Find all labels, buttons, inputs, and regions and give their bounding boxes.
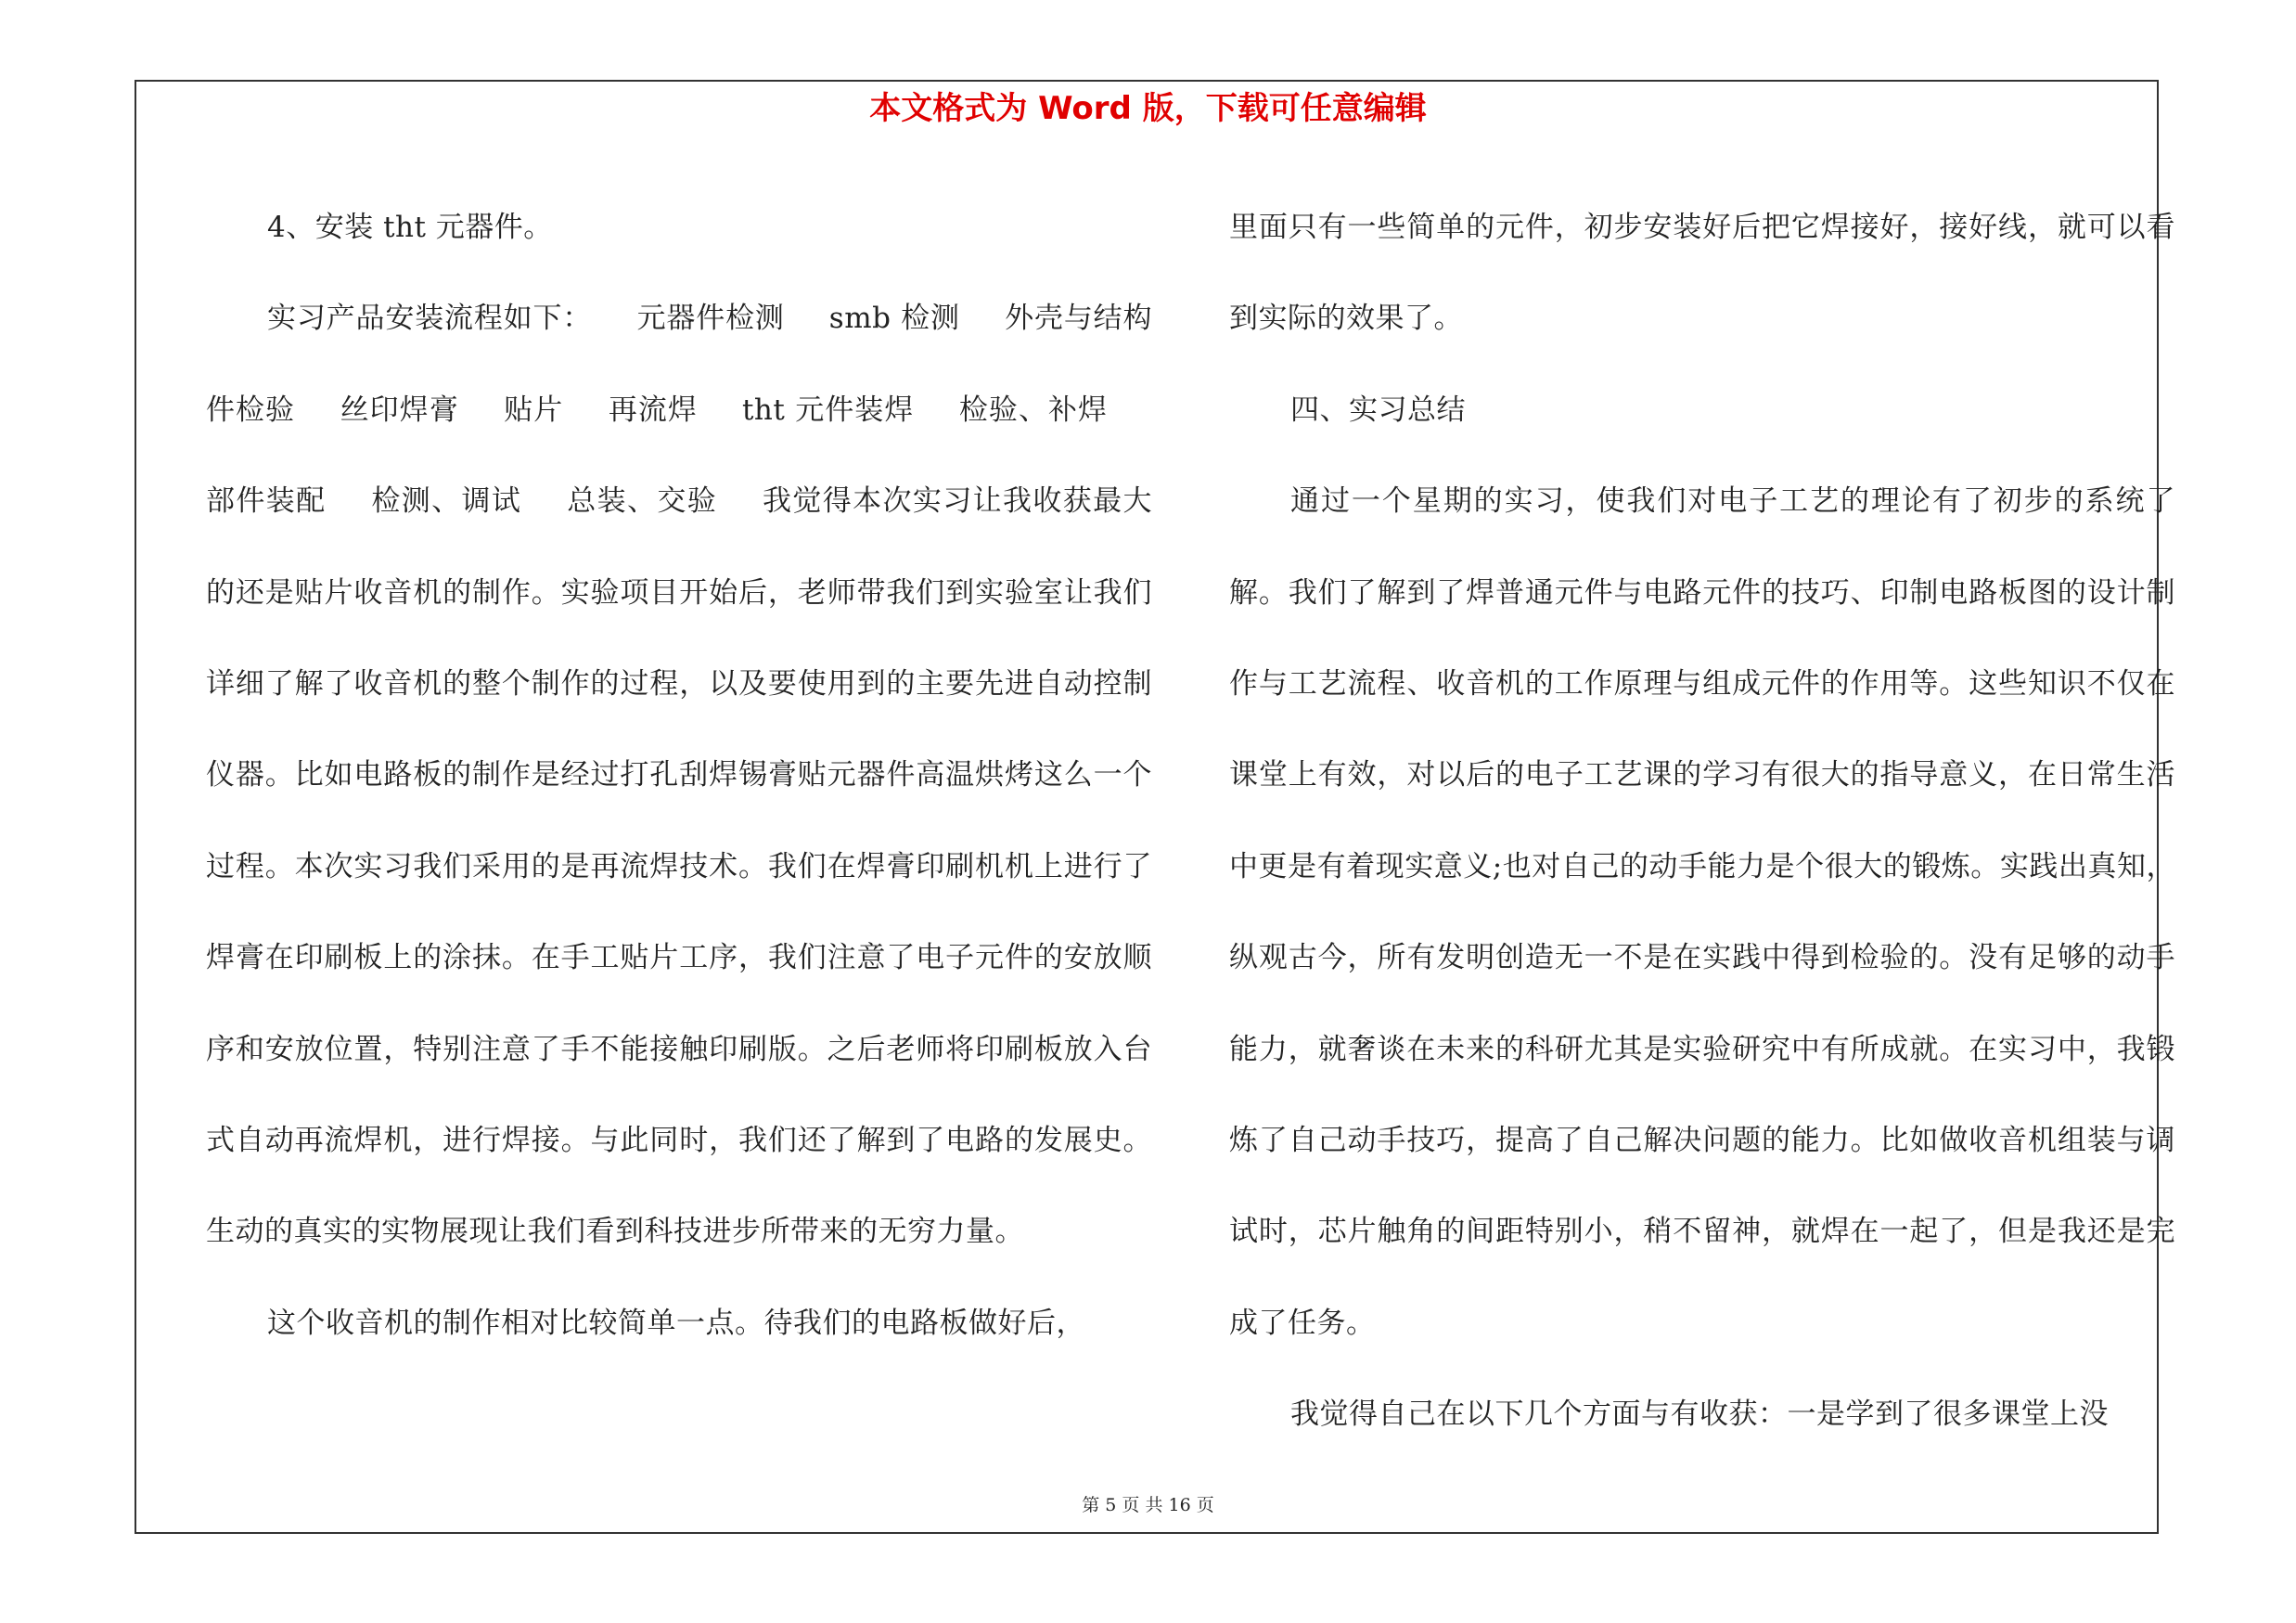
flow-step: 贴片	[503, 393, 564, 427]
body-paragraph: 通过一个星期的实习，使我们对电子工艺的理论有了初步的系统了解。我们了解到了焊普通元件与电路元件的技巧、印制电路板图的设计制作与工艺流程、收音机的工作原理与组成元件的作用等。这些知识不仅在课堂上有效，对以后的电子工艺课的学习有很大的指导意义，在日常生活中更是有着现实意义;也对自己的动手能力是个很大的锻炼。实践出真知，纵观古今，所有发明创造无一不是在实践中得到检验的。没有足够的动手能力，就奢谈在未来的科研尤其是实验研究中有所成就。在实习中，我锻炼了自己动手技巧，提高了自己解决问题的能力。比如做收音机组装与调试时，芯片触角的间距特别小，稍不留神，就焊在一起了，但是我还是完成了任务。	[1229, 484, 2175, 1340]
body-paragraph: 我觉得自己在以下几个方面与有收获：一是学到了很多课堂上没	[1290, 1398, 2109, 1432]
process-flow-paragraph	[206, 273, 1152, 1277]
right-column	[1229, 182, 2175, 1461]
page-number: 第 5 页 共 16 页	[1082, 1495, 1214, 1515]
left-column	[206, 182, 1152, 1369]
flow-step: 检测、调试	[370, 484, 522, 519]
flow-step: 元器件检测	[636, 302, 785, 336]
flow-step: 外壳与结构件检验	[206, 302, 1153, 427]
flow-step: 总装、交验	[566, 484, 718, 519]
flow-step: 检验、补焊	[958, 393, 1109, 427]
step-heading-install-tht: 4、安装 tht 元器件。	[267, 211, 553, 244]
flow-step: 丝印焊膏	[340, 393, 459, 427]
flow-intro: 实习产品安装流程如下：	[267, 302, 593, 336]
body-paragraph: 这个收音机的制作相对比较简单一点。待我们的电路板做好后，	[267, 1306, 1085, 1340]
flow-step: 部件装配	[206, 484, 327, 519]
flow-tail-text: 我觉得本次实习让我收获最大的还是贴片收音机的制作。实验项目开始后，老师带我们到实验室让我们详细了解了收音机的整个制作的过程，以及要使用到的主要先进自动控制仪器。比如电路板的制作是经过打孔刮焊锡膏贴元器件高温烘烤这么一个过程。本次实习我们采用的是再流焊技术。我们在焊膏印刷机机上进行了焊膏在印刷板上的涂抹。在手工贴片工序，我们注意了电子元件的安放顺序和安放位置，特别注意了手不能接触印刷版。之后老师将印刷板放入台式自动再流焊机，进行焊接。与此同时，我们还了解到了电路的发展史。生动的真实的实物展现让我们看到科技进步所带来的无穷力量。	[206, 484, 1153, 1249]
section-heading: 四、实习总结	[1290, 393, 1466, 427]
body-paragraph-continued: 里面只有一些简单的元件，初步安装好后把它焊接好，接好线，就可以看到实际的效果了。	[1229, 211, 2175, 336]
flow-step: 再流焊	[608, 393, 698, 427]
flow-step: smb 检测	[828, 302, 960, 336]
flow-step: tht 元件装焊	[741, 393, 915, 427]
word-format-banner: 本文格式为 Word 版，下载可任意编辑	[869, 90, 1427, 127]
